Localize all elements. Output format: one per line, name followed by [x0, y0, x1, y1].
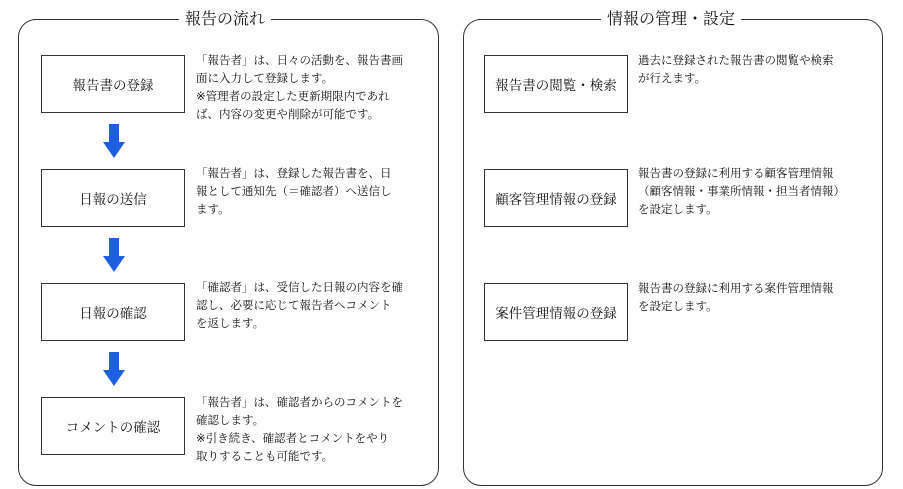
description-line: 認し、必要に応じて報告者へコメント: [196, 298, 392, 312]
description-line: 報告書の登録に利用する顧客管理情報: [638, 166, 834, 180]
step-description-comment-check: [196, 393, 403, 465]
description-line: 報告書の登録に利用する案件管理情報: [638, 281, 834, 295]
description-line: 「報告者」は、登録した報告書を、日: [196, 166, 392, 180]
step-box-daily-report-send: 日報の送信: [41, 169, 185, 227]
description-line: ます。: [196, 202, 230, 216]
panel-title-rule-left: [478, 19, 582, 20]
item-description-report-browse-search: [638, 51, 834, 87]
description-line: を設定します。: [638, 299, 718, 313]
item-description-customer-info-registration: [638, 164, 845, 218]
info-management-title: 情報の管理・設定: [601, 9, 741, 29]
step-box-comment-check: コメントの確認: [41, 397, 185, 455]
description-line: ※引き続き、確認者とコメントをやり: [196, 431, 390, 445]
step-box-report-registration: 報告書の登録: [41, 55, 185, 113]
description-line: ば、内容の変更や削除が可能です。: [196, 107, 380, 121]
description-line: 取りすることも可能です。: [196, 449, 334, 463]
description-line: 確認します。: [196, 413, 265, 427]
description-line: が行えます。: [638, 71, 707, 85]
step-description-daily-report-send: [196, 164, 392, 218]
description-line: （顧客情報・事業所情報・担当者情報）: [638, 184, 845, 198]
item-box-customer-info-registration: 顧客管理情報の登録: [484, 169, 628, 227]
description-line: 「確認者」は、受信した日報の内容を確: [196, 280, 403, 294]
step-box-daily-report-check: 日報の確認: [41, 283, 185, 341]
description-line: ※管理者の設定した更新期限内であれ: [196, 89, 390, 103]
flow-arrow-down-icon: [103, 352, 125, 386]
panel-title-rule-right: [317, 19, 423, 20]
description-line: 「報告者」は、日々の活動を、報告書画: [196, 53, 403, 67]
description-line: 「報告者」は、確認者からのコメントを: [196, 395, 403, 409]
item-box-report-browse-search: 報告書の閲覧・検索: [484, 55, 628, 113]
description-line: 過去に登録された報告書の閲覧や検索: [638, 53, 834, 67]
description-line: 面に入力して登録します。: [196, 71, 334, 85]
report-flow-title: 報告の流れ: [179, 9, 271, 29]
item-description-project-info-registration: [638, 279, 834, 315]
panel-title-rule-right: [760, 19, 868, 20]
item-box-project-info-registration: 案件管理情報の登録: [484, 283, 628, 341]
description-line: を返します。: [196, 316, 265, 330]
description-line: 報として通知先（＝確認者）へ送信し: [196, 184, 392, 198]
description-line: を設定します。: [638, 202, 718, 216]
flow-arrow-down-icon: [103, 124, 125, 158]
step-description-report-registration: [196, 51, 403, 123]
step-description-daily-report-check: [196, 278, 403, 332]
flow-arrow-down-icon: [103, 238, 125, 272]
panel-title-rule-left: [33, 19, 145, 20]
